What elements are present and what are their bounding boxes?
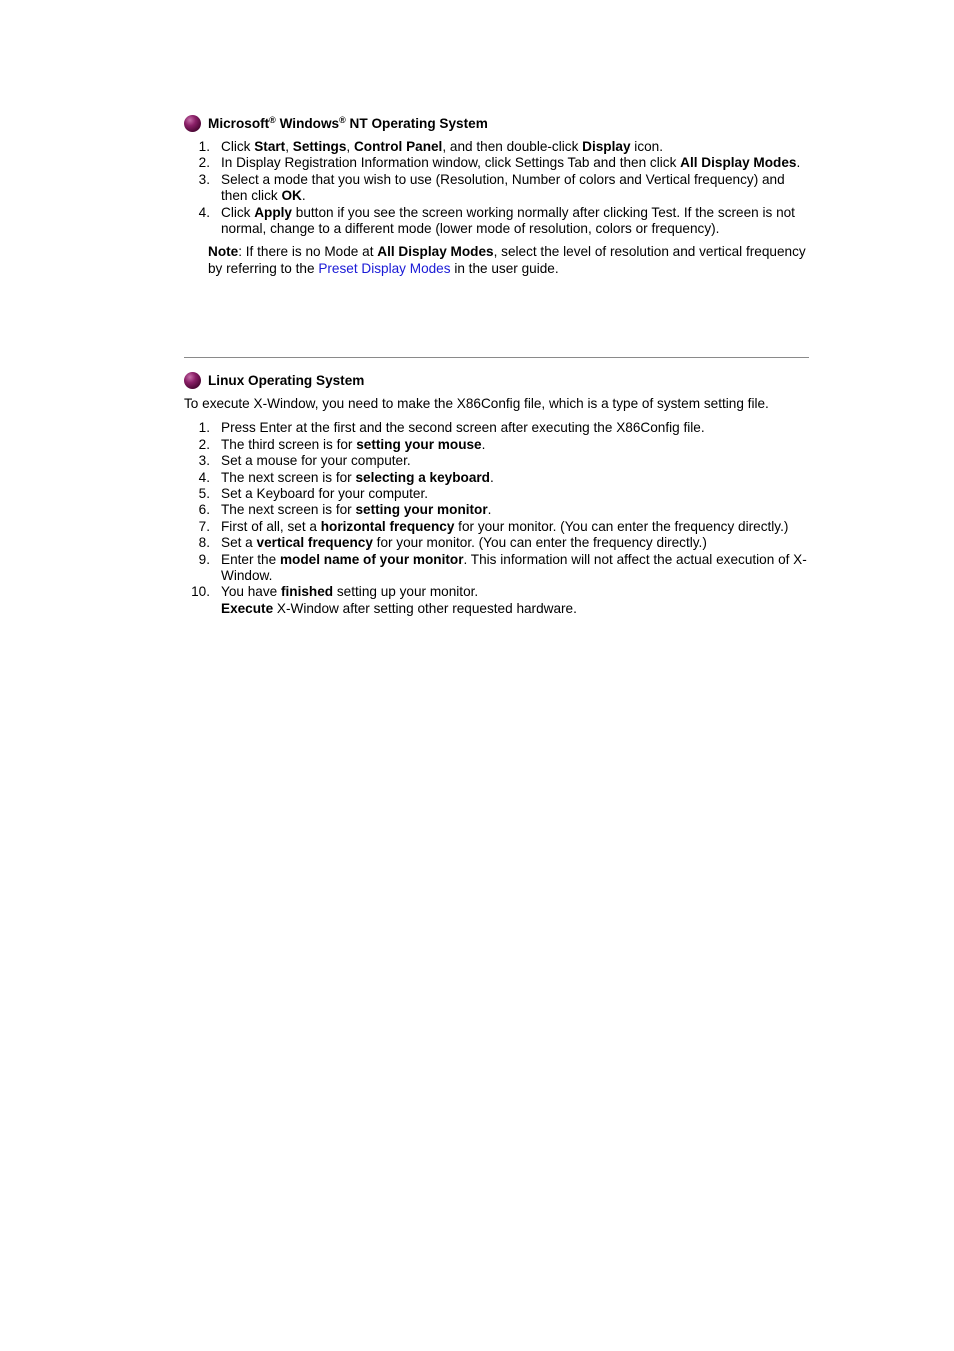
- note-label: Note: [208, 244, 239, 260]
- list-item: 4. Click Apply button if you see the screen working normally after clicking Test. If the screen is not normal, change to a different mode (lower mode of resolution, colors or frequency).: [184, 205, 809, 238]
- step-number: 3.: [198, 171, 210, 187]
- step-number: 6.: [198, 502, 210, 518]
- list-item: 2. In Display Registration Information window, click Settings Tab and then click All Display Modes.: [184, 155, 809, 171]
- step-number: 8.: [198, 535, 210, 551]
- step-number: 4.: [198, 204, 210, 220]
- list-item: 9. Enter the model name of your monitor. This information will not affect the actual execution of X-Window.: [184, 552, 809, 585]
- list-item: 1. Press Enter at the first and the second screen after executing the X86Config file.: [184, 420, 809, 436]
- list-item: 5. Set a Keyboard for your computer.: [184, 486, 809, 502]
- list-item: 3. Set a mouse for your computer.: [184, 453, 809, 469]
- step-number: 7.: [198, 518, 210, 534]
- list-item: 1. Click Start, Settings, Control Panel, and then double-click Display icon.: [184, 139, 809, 155]
- list-item: 6. The next screen is for setting your monitor.: [184, 502, 809, 518]
- note-paragraph: Note: If there is no Mode at All Display Modes, select the level of resolution and vertical frequency by referring to the Preset Display Modes in the user guide.: [208, 244, 806, 276]
- step-number: 2.: [198, 155, 210, 171]
- step-number: 4.: [198, 469, 210, 485]
- bullet-ball-icon: [184, 372, 201, 389]
- windows-nt-section: [184, 115, 809, 277]
- step-number: 3.: [198, 453, 210, 469]
- linux-section: [184, 372, 809, 617]
- step-number: 5.: [198, 486, 210, 502]
- linux-heading: [184, 372, 809, 389]
- windows-nt-steps: [184, 139, 809, 237]
- list-item: 3. Select a mode that you wish to use (Resolution, Number of colors and Vertical frequency) and then click OK.: [184, 172, 809, 205]
- step-number: 10.: [191, 584, 210, 600]
- windows-nt-heading: [184, 115, 809, 132]
- heading-text: Linux Operating System: [208, 372, 365, 388]
- linux-steps: [184, 420, 809, 617]
- preset-display-modes-link[interactable]: Preset Display Modes: [318, 260, 451, 276]
- section-divider: [184, 357, 809, 358]
- linux-intro: To execute X-Window, you need to make the X86Config file, which is a type of system setting file.: [184, 396, 769, 411]
- list-item: 7. First of all, set a horizontal frequency for your monitor. (You can enter the frequency directly.): [184, 519, 809, 535]
- bullet-ball-icon: [184, 115, 201, 132]
- heading-text: Microsoft® Windows® NT Operating System: [208, 114, 488, 131]
- step-number: 1.: [198, 420, 210, 436]
- step-number: 1.: [198, 139, 210, 154]
- list-item: 8. Set a vertical frequency for your monitor. (You can enter the frequency directly.): [184, 535, 809, 551]
- step-number: 9.: [198, 551, 210, 567]
- step-number: 2.: [198, 436, 210, 452]
- list-item: 10. You have finished setting up your monitor. Execute X-Window after setting other requested hardware.: [184, 584, 809, 617]
- list-item: 2. The third screen is for setting your mouse.: [184, 437, 809, 453]
- list-item: 4. The next screen is for selecting a keyboard.: [184, 470, 809, 486]
